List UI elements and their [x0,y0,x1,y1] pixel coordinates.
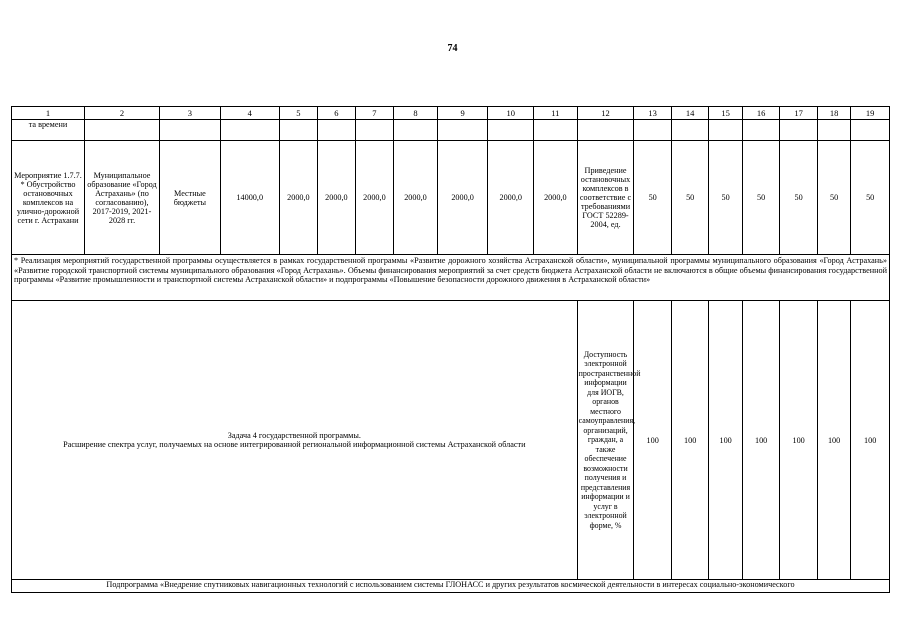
subprogram-row [12,580,890,593]
task-target-value: 100 [671,301,709,580]
target-value: 50 [634,141,672,255]
header-cell: 18 [817,107,850,120]
task-target-value: 100 [742,301,780,580]
continuation-row [12,120,890,141]
program-table [11,106,890,593]
target-value: 50 [851,141,890,255]
header-cell: 13 [634,107,672,120]
header-cell: 14 [671,107,709,120]
header-cell: 3 [160,107,221,120]
header-cell: 1 [12,107,85,120]
measure-executor: Муниципальное образование «Город Астрахань» (по согласованию), 2017-2019, 2021-2028 гг. [84,141,159,255]
target-value: 50 [742,141,780,255]
funding-total: 14000,0 [220,141,279,255]
task-target-value: 100 [634,301,672,580]
note-row [12,255,890,301]
funding-year-value: 2000,0 [355,141,394,255]
header-row [12,107,890,120]
funding-year-value: 2000,0 [488,141,534,255]
header-cell: 4 [220,107,279,120]
header-cell: 16 [742,107,780,120]
header-cell: 6 [318,107,356,120]
funding-year-value: 2000,0 [279,141,318,255]
task-target-value: 100 [780,301,818,580]
measure-row [12,141,890,255]
target-value: 50 [817,141,850,255]
header-cell: 8 [394,107,438,120]
header-cell: 15 [709,107,742,120]
target-value: 50 [709,141,742,255]
target-value: 50 [780,141,818,255]
header-cell: 17 [780,107,818,120]
task-target-value: 100 [817,301,850,580]
funding-year-value: 2000,0 [437,141,488,255]
task-indicator: Доступность электронной пространственной информации для ИОГВ, органов местного самоуправления, организаций, граждан, а также обеспечение возможности получения и представления информации и услуг в электронной форме, % [577,301,634,580]
measure-name: Мероприятие 1.7.7. * Обустройство остановочных комплексов на улично-дорожной сети г. Астрахани [12,141,85,255]
target-value: 50 [671,141,709,255]
task-description: Расширение спектра услуг, получаемых на основе интегрированной региональной информационной системы Астраханской области [63,440,526,449]
header-cell: 2 [84,107,159,120]
task-title: Задача 4 государственной программы. [227,431,361,440]
subprogram-title: Подпрограмма «Внедрение спутниковых навигационных технологий с использованием системы ГЛОНАСС и других результатов космической деятельности в интересах социально-экономического [12,580,890,593]
funding-year-value: 2000,0 [394,141,438,255]
funding-source: Местные бюджеты [160,141,221,255]
header-cell: 10 [488,107,534,120]
header-cell: 12 [577,107,634,120]
header-cell: 5 [279,107,318,120]
footnote-text: * Реализация мероприятий государственной программы осуществляется в рамках государственной программы «Развитие дорожного хозяйства Астраханской области», муниципальной программы муниципального образования «Город Астрахань» «Развитие городской транспортной системы муниципального образования «Город Астрахань». Объемы финансирования мероприятий за счет средств бюджета Астраханской области не включаются в общие объемы финансирования государственной программы «Развитие промышленности и транспортной системы Астраханской области» и подпрограммы «Повышение безопасности дорожного движения в Астраханской области» [12,255,890,301]
header-cell: 9 [437,107,488,120]
page-number: 74 [447,43,458,54]
funding-year-value: 2000,0 [318,141,356,255]
indicator-name: Приведение остановочных комплексов в соответствие с требованиями ГОСТ 52289-2004, ед. [577,141,634,255]
continuation-cell: та времени [12,120,85,141]
header-cell: 7 [355,107,394,120]
header-cell: 19 [851,107,890,120]
task-target-value: 100 [851,301,890,580]
task-cell [12,301,578,580]
task-target-value: 100 [709,301,742,580]
header-cell: 11 [534,107,578,120]
funding-year-value: 2000,0 [534,141,578,255]
task-row [12,301,890,580]
